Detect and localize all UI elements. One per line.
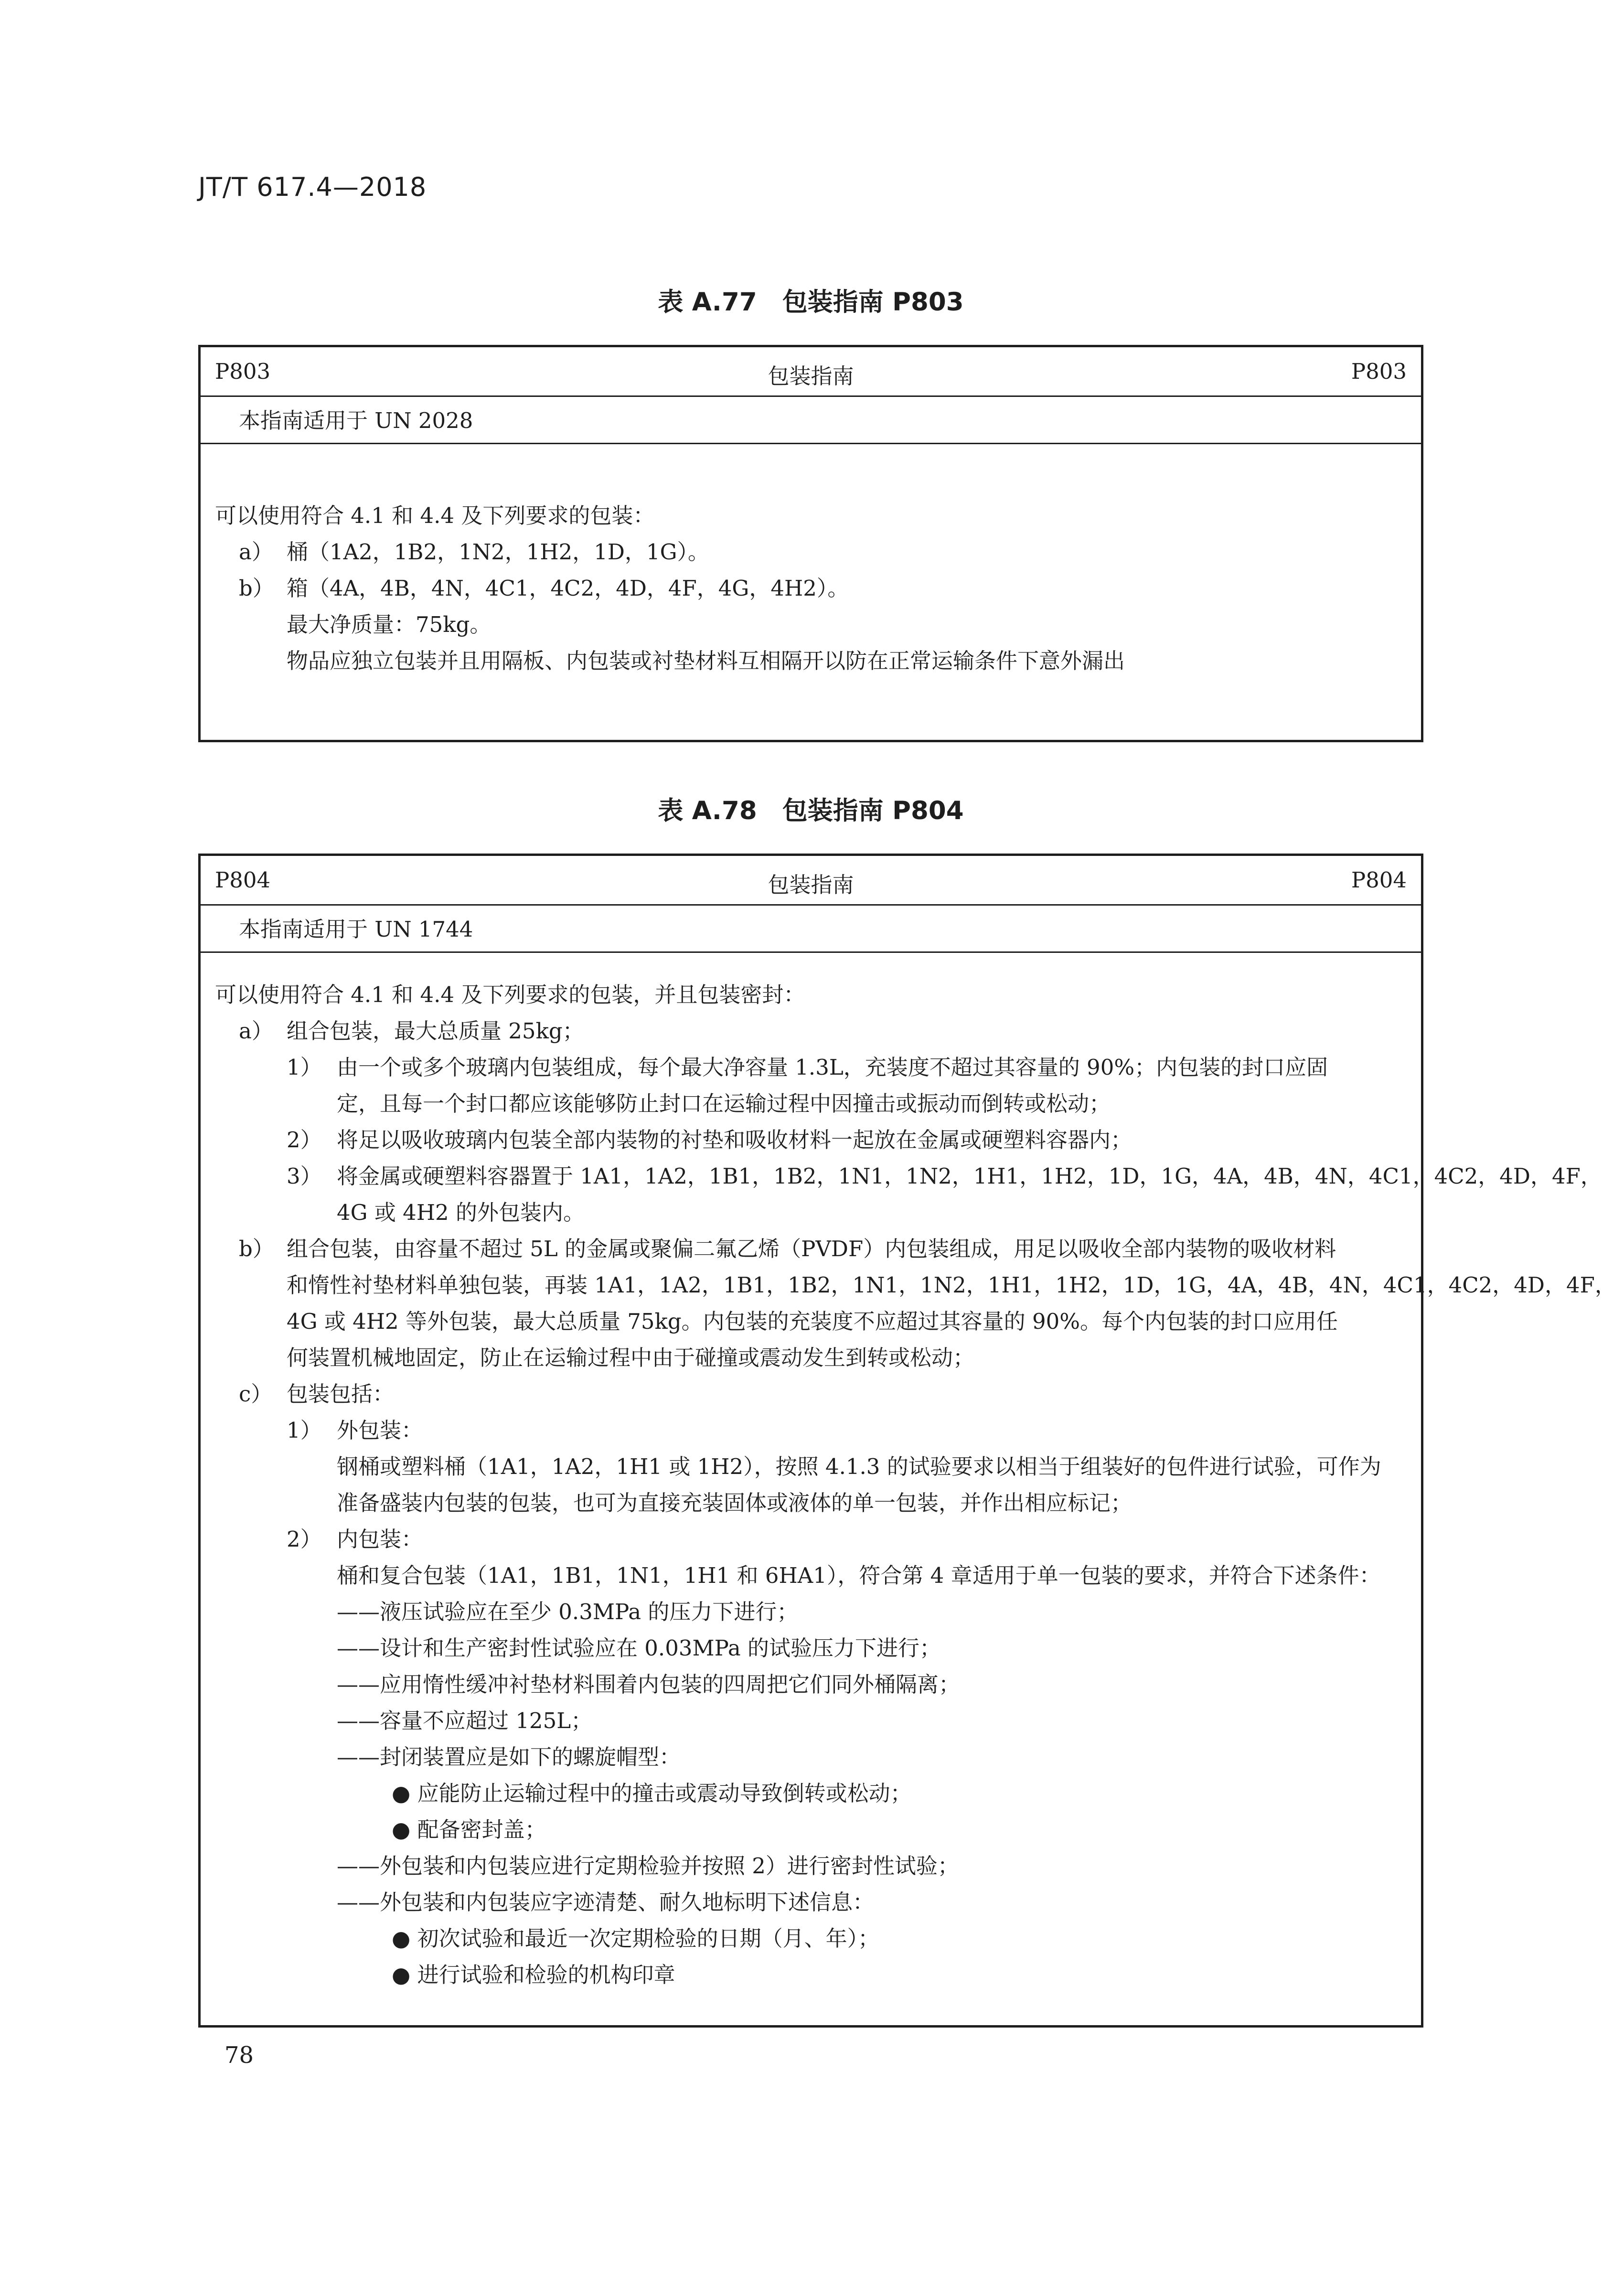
p803-code-right: P803 <box>1351 359 1407 384</box>
p803-code-left: P803 <box>215 359 271 384</box>
p804-item-c: c） 包装包括： <box>239 1381 395 1407</box>
condition-item: ——外包装和内包装应字迹清楚、耐久地标明下述信息： <box>337 1890 875 1915</box>
condition-item: ——液压试验应在至少 0.3MPa 的压力下进行； <box>337 1599 799 1624</box>
p803-intro: 可以使用符合 4.1 和 4.4 及下列要求的包装： <box>215 503 655 528</box>
bullet-item: ● 应能防止运输过程中的撞击或震动导致倒转或松动； <box>392 1781 912 1806</box>
inner-packaging-desc: 桶和复合包装（1A1，1B1，1N1，1H1 和 6HA1），符合第 4 章适用于单一包装的要求，并符合下述条件： <box>337 1563 1381 1588</box>
p803-separation-note: 物品应独立包装并且用隔板、内包装或衬垫材料互相隔开以防在正常运输条件下意外漏出 <box>287 648 1125 673</box>
list-item: b） 箱（4A，4B，4N，4C1，4C2，4D，4F，4G，4H2）。 <box>239 576 849 601</box>
list-item: 3） 将金属或硬塑料容器置于 1A1，1A2，1B1，1B2，1N1，1N2，1H1，1H2，1D，1G，4A，4B，4N，4C1，4C2，4D，4F， <box>287 1164 1602 1189</box>
outer-packaging-line: 钢桶或塑料桶（1A1，1A2，1H1 或 1H2），按照 4.1.3 的试验要求以相当于组装好的包件进行试验，可作为 <box>337 1454 1381 1479</box>
p803-body <box>201 444 1421 679</box>
condition-item: ——外包装和内包装应进行定期检验并按照 2）进行密封性试验； <box>337 1853 959 1879</box>
p804-item-b-line: 和惰性衬垫材料单独包装，再装 1A1，1A2，1B1，1B2，1N1，1N2，1H1，1H2，1D，1G，4A，4B，4N，4C1，4C2，4D，4F， <box>287 1272 1616 1298</box>
inner-packaging-title: 2） 内包装： <box>287 1527 423 1552</box>
table-a77-caption: 表 A.77 包装指南 P803 <box>658 288 964 317</box>
table-p803 <box>198 345 1423 742</box>
list-item: a） 桶（1A2，1B2，1N2，1H2，1D，1G）。 <box>239 539 710 565</box>
outer-packaging-line: 准备盛装内包装的包装，也可为直接充装固体或液体的单一包装，并作出相应标记； <box>337 1490 1133 1516</box>
p804-title: 包装指南 <box>768 872 854 897</box>
table-a78-caption: 表 A.78 包装指南 P804 <box>658 796 964 825</box>
p803-max-mass: 最大净质量：75kg。 <box>287 612 491 637</box>
p804-scope: 本指南适用于 UN 1744 <box>201 906 1421 953</box>
condition-item: ——容量不应超过 125L； <box>337 1708 593 1733</box>
p804-intro: 可以使用符合 4.1 和 4.4 及下列要求的包装，并且包装密封： <box>215 982 805 1007</box>
bullet-item: ● 初次试验和最近一次定期检验的日期（月、年）； <box>392 1926 880 1951</box>
p804-code-left: P804 <box>215 867 271 893</box>
list-item-continuation: 4G 或 4H2 的外包装内。 <box>337 1200 585 1225</box>
document-id: JT/T 617.4—2018 <box>198 172 427 202</box>
p804-item-b-line: 4G 或 4H2 等外包装，最大总质量 75kg。内包装的充装度不应超过其容量的 90%。每个内包装的封口应用任 <box>287 1309 1338 1334</box>
list-item-continuation: 定，且每一个封口都应该能够防止封口在运输过程中因撞击或振动而倒转或松动； <box>337 1091 1111 1116</box>
p803-title: 包装指南 <box>768 363 854 389</box>
bullet-item: ● 配备密封盖； <box>392 1817 546 1842</box>
p804-item-a: a） 组合包装，最大总质量 25kg； <box>239 1018 584 1044</box>
condition-item: ——应用惰性缓冲衬垫材料围着内包装的四周把它们同外桶隔离； <box>337 1672 961 1697</box>
outer-packaging-title: 1） 外包装： <box>287 1418 423 1443</box>
condition-item: ——设计和生产密封性试验应在 0.03MPa 的试验压力下进行； <box>337 1635 941 1661</box>
condition-item: ——封闭装置应是如下的螺旋帽型： <box>337 1744 681 1770</box>
p804-code-right: P804 <box>1351 867 1407 893</box>
p804-item-b: b） 组合包装，由容量不超过 5L 的金属或聚偏二氟乙烯（PVDF）内包装组成，用足以吸收全部内装物的吸收材料 <box>239 1236 1336 1261</box>
p804-body <box>201 953 1616 1993</box>
page-number: 78 <box>224 2042 254 2069</box>
table-p804 <box>198 854 1616 2028</box>
p803-scope: 本指南适用于 UN 2028 <box>201 397 1421 444</box>
list-item: 2） 将足以吸收玻璃内包装全部内装物的衬垫和吸收材料一起放在金属或硬塑料容器内； <box>287 1127 1133 1153</box>
table-p803-header <box>201 347 1421 397</box>
p804-item-b-line: 何装置机械地固定，防止在运输过程中由于碰撞或震动发生到转或松动； <box>287 1345 975 1370</box>
table-p804-header <box>201 856 1421 906</box>
bullet-item: ● 进行试验和检验的机构印章 <box>392 1962 675 1987</box>
list-item: 1） 由一个或多个玻璃内包装组成，每个最大净容量 1.3L，充装度不超过其容量的 90%；内包装的封口应固 <box>287 1055 1328 1080</box>
